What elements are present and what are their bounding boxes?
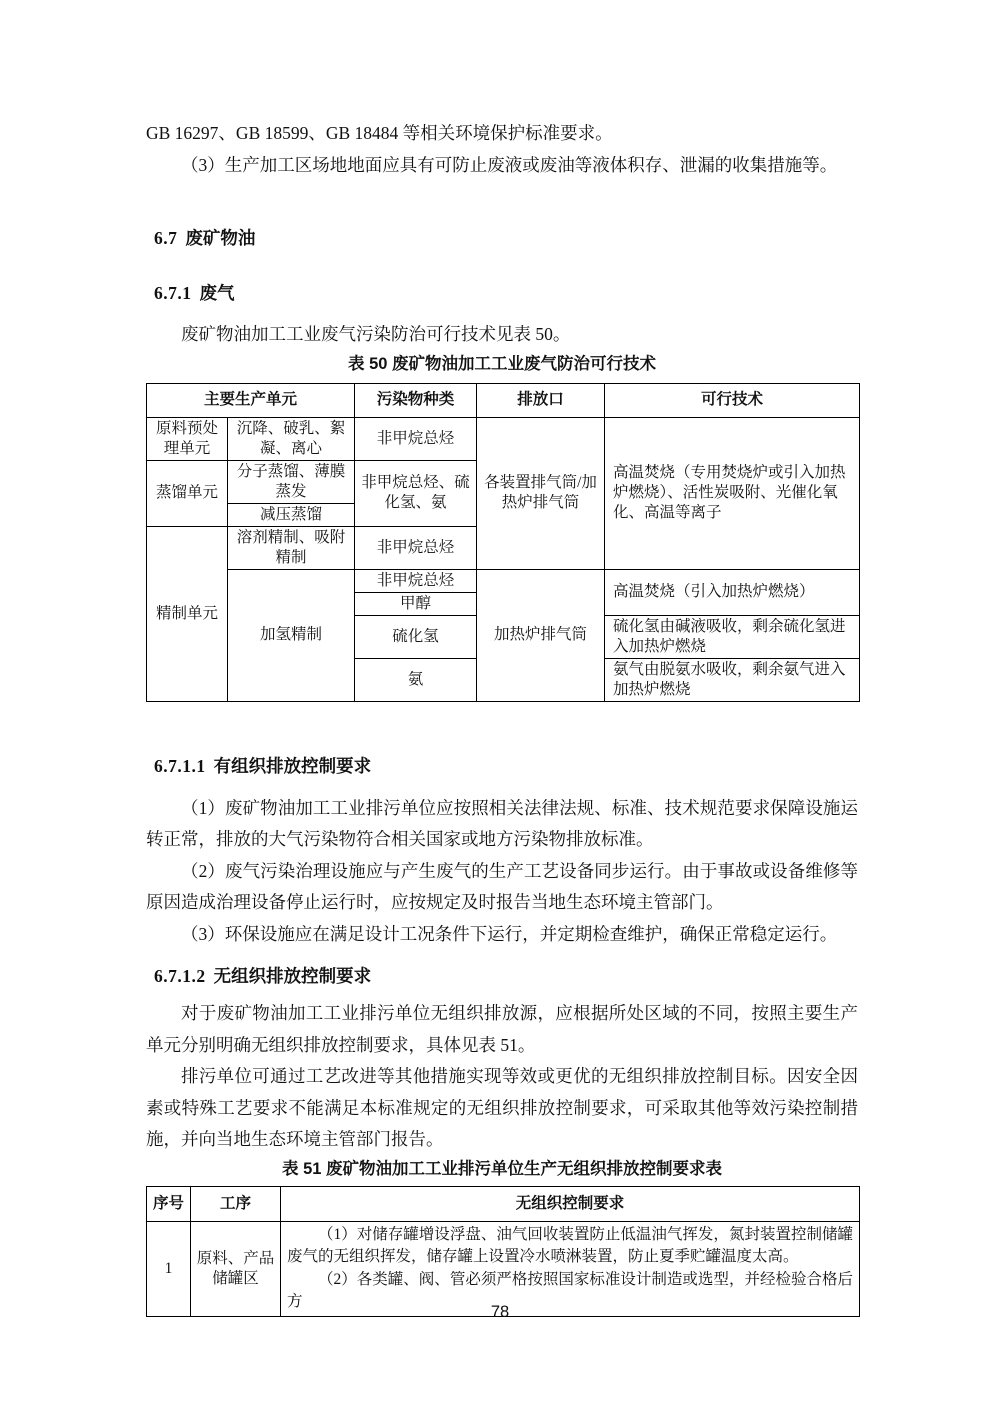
heading-text: 无组织排放控制要求 — [213, 966, 372, 986]
table-cell-pollutant: 甲醇 — [355, 592, 477, 615]
table-cell-outlet: 加热炉排气筒 — [477, 569, 605, 701]
table-cell-unit: 原料预处理单元 — [147, 417, 228, 460]
paragraph-fugitive-1: 对于废矿物油加工工业排污单位无组织排放源，应根据所处区域的不同，按照主要生产单元分别明确无组织排放控制要求，具体见表 51。 — [146, 1003, 858, 1055]
paragraph-table50-intro: 废矿物油加工工业废气污染防治可行技术见表 50。 — [181, 324, 571, 344]
table-cell-technology: 氨气由脱氨水吸收，剩余氨气进入加热炉燃烧 — [605, 658, 860, 701]
table-cell-process: 原料、产品储罐区 — [191, 1221, 281, 1316]
paragraph-fugitive-2: 排污单位可通过工艺改进等其他措施实现等效或更优的无组织排放控制目标。因安全因素或特殊工艺要求不能满足本标准规定的无组织排放控制要求，可采取其他等效污染控制措施，并向当地生态环境主管部门报告。 — [146, 1066, 858, 1149]
section-heading-6-7-1 — [146, 280, 858, 307]
table-cell-unit: 精制单元 — [147, 526, 228, 701]
paragraph-organized-3: （3）环保设施应在满足设计工况条件下运行，并定期检查维护，确保正常稳定运行。 — [181, 923, 838, 944]
paragraph-item-3: （3）生产加工区场地地面应具有可防止废液或废油等液体积存、泄漏的收集措施等。 — [181, 154, 838, 175]
table-cell-unit: 蒸馏单元 — [147, 460, 228, 526]
table-cell-process: 减压蒸馏 — [228, 503, 355, 526]
section-heading-6-7-1-2 — [146, 963, 858, 990]
table-cell-pollutant: 硫化氢 — [355, 615, 477, 658]
table-cell-pollutant: 非甲烷总烃、硫化氢、氨 — [355, 460, 477, 526]
table-cell-process: 沉降、破乳、絮凝、离心 — [228, 417, 355, 460]
table-cell-technology: 高温焚烧（专用焚烧炉或引入加热炉燃烧）、活性炭吸附、光催化氧化、高温等离子 — [605, 417, 860, 569]
table-cell-pollutant: 非甲烷总烃 — [355, 569, 477, 592]
table-cell-technology: 硫化氢由碱液吸收，剩余硫化氢进入加热炉燃烧 — [605, 615, 860, 658]
requirement-item-2: （2）各类罐、阀、管必须严格按照国家标准设计制造或选型，并经检验合格后方 — [287, 1270, 853, 1310]
heading-number: 6.7.1.1 — [154, 755, 206, 776]
table-header-cell: 可行技术 — [605, 383, 860, 417]
table-header-cell: 序号 — [147, 1186, 191, 1221]
table-cell-process: 溶剂精制、吸附精制 — [228, 526, 355, 569]
paragraph-organized-1: （1）废矿物油加工工业排污单位应按照相关法律法规、标准、技术规范要求保障设施运转正常，排放的大气污染物符合相关国家或地方污染物排放标准。 — [146, 797, 858, 849]
section-heading-6-7 — [146, 225, 858, 252]
table-cell-pollutant: 非甲烷总烃 — [355, 526, 477, 569]
page-content — [146, 0, 858, 1317]
paragraph-organized-2: （2）废气污染治理设施应与产生废气的生产工艺设备同步运行。由于事故或设备维修等原因造成治理设备停止运行时，应按规定及时报告当地生态环境主管部门。 — [146, 860, 858, 912]
table-cell-pollutant: 氨 — [355, 658, 477, 701]
table-header-row — [147, 383, 860, 417]
table-header-cell: 主要生产单元 — [147, 383, 355, 417]
table-51-caption: 表 51 废矿物油加工工业排污单位生产无组织排放控制要求表 — [281, 1159, 723, 1178]
table-cell-serial-number: 1 — [147, 1221, 191, 1316]
table-header-cell: 污染物种类 — [355, 383, 477, 417]
heading-text: 废气 — [199, 283, 235, 303]
table-header-cell: 无组织控制要求 — [281, 1186, 860, 1221]
table-cell-outlet: 各装置排气筒/加热炉排气筒 — [477, 417, 605, 569]
paragraph-standards-reference: GB 16297、GB 18599、GB 18484 等相关环境保护标准要求。 — [146, 123, 613, 143]
heading-text: 废矿物油 — [185, 228, 256, 248]
table-header-cell: 工序 — [191, 1186, 281, 1221]
table-50 — [146, 383, 860, 702]
heading-number: 6.7 — [154, 228, 178, 248]
table-cell-technology: 高温焚烧（引入加热炉燃烧） — [605, 569, 860, 615]
table-cell-process: 加氢精制 — [228, 569, 355, 701]
heading-text: 有组织排放控制要求 — [213, 755, 372, 776]
table-51 — [146, 1186, 860, 1317]
heading-number: 6.7.1.2 — [154, 966, 206, 986]
table-row — [147, 1221, 860, 1316]
table-row — [147, 417, 860, 460]
table-cell-pollutant: 非甲烷总烃 — [355, 417, 477, 460]
table-cell-process: 分子蒸馏、薄膜蒸发 — [228, 460, 355, 503]
table-header-row — [147, 1186, 860, 1221]
section-heading-6-7-1-1 — [146, 753, 858, 780]
table-50-caption: 表 50 废矿物油加工工业废气防治可行技术 — [347, 354, 657, 373]
page-number: 78 — [490, 1303, 510, 1321]
table-header-cell: 排放口 — [477, 383, 605, 417]
table-cell-requirements — [281, 1221, 860, 1316]
requirement-item-1: （1）对储存罐增设浮盘、油气回收装置防止低温油气挥发，氮封装置控制储罐废气的无组织挥发，储存罐上设置冷水喷淋装置，防止夏季贮罐温度太高。 — [287, 1225, 853, 1265]
table-row — [147, 569, 860, 592]
heading-number: 6.7.1 — [154, 283, 192, 303]
